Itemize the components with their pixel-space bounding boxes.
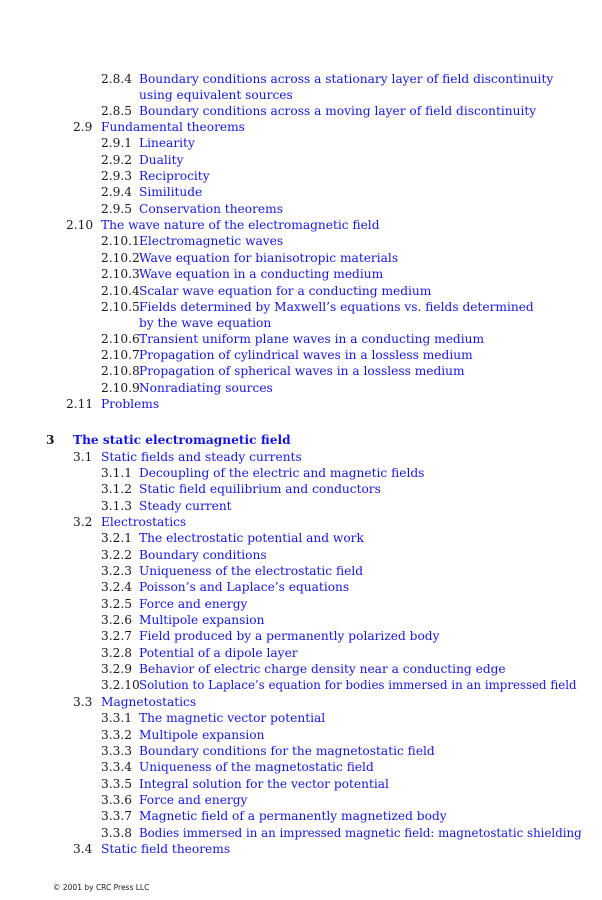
section-title-link[interactable]: Transient uniform plane waves in a conducting medium [139, 332, 485, 346]
toc-entry[interactable] [0, 825, 602, 841]
toc-entry[interactable] [0, 596, 602, 612]
toc-entry[interactable] [0, 776, 602, 792]
toc-entry[interactable] [0, 579, 602, 595]
section-title-link[interactable]: Fundamental theorems [101, 120, 245, 134]
section-title-link[interactable]: Static fields and steady currents [101, 450, 302, 464]
section-title-link[interactable]: Duality [139, 153, 184, 167]
section-number: 3.3.2 [101, 728, 133, 742]
toc-entry[interactable] [0, 283, 602, 299]
toc-entry[interactable] [0, 628, 602, 644]
section-number: 2.10.1 [101, 234, 140, 248]
section-number: 3.3.5 [101, 777, 133, 791]
section-number: 3.3.6 [101, 793, 133, 807]
toc-entry[interactable] [0, 841, 602, 857]
section-title-link[interactable]: Multipole expansion [139, 728, 265, 742]
section-title-link[interactable]: Decoupling of the electric and magnetic fields [139, 466, 425, 480]
toc-entry[interactable] [0, 201, 602, 217]
section-title-link[interactable]: Fields determined by Maxwell’s equations vs. fields determined by the wave equation [139, 300, 534, 331]
section-number: 3.3.3 [101, 744, 133, 758]
section-number: 2.8.5 [101, 104, 133, 118]
toc-entry[interactable] [0, 498, 602, 514]
section-number: 3.3 [73, 695, 93, 709]
toc-entry[interactable] [0, 363, 602, 379]
section-number: 3.3.1 [101, 711, 133, 725]
toc-entry[interactable] [0, 727, 602, 743]
section-title-link[interactable]: Solution to Laplace’s equation for bodies immersed in an impressed field [139, 678, 577, 692]
section-title-link[interactable]: Integral solution for the vector potential [139, 777, 389, 791]
toc-entry[interactable] [0, 152, 602, 168]
section-number: 2.9 [73, 120, 93, 134]
section-title-link[interactable]: Potential of a dipole layer [139, 646, 298, 660]
section-number: 3.3.7 [101, 809, 133, 823]
section-title-link[interactable]: Uniqueness of the electrostatic field [139, 564, 364, 578]
toc-entry[interactable] [0, 71, 602, 105]
toc-entry[interactable] [0, 184, 602, 200]
toc-entry[interactable] [0, 347, 602, 363]
section-title-link[interactable]: Multipole expansion [139, 613, 265, 627]
toc-entry[interactable] [0, 808, 602, 824]
section-title-link[interactable]: Steady current [139, 499, 232, 513]
toc-entry[interactable] [0, 299, 602, 333]
section-title-link[interactable]: Static field equilibrium and conductors [139, 482, 381, 496]
section-number: 2.10.4 [101, 284, 140, 298]
section-number: 3.2 [73, 515, 93, 529]
section-title-link[interactable]: Propagation of cylindrical waves in a lossless medium [139, 348, 473, 362]
section-title-link[interactable]: Behavior of electric charge density near a conducting edge [139, 662, 506, 676]
section-title-link[interactable]: Boundary conditions for the magnetostatic field [139, 744, 435, 758]
section-title-link[interactable]: The wave nature of the electromagnetic field [101, 218, 380, 232]
toc-entry[interactable] [0, 481, 602, 497]
toc-entry[interactable] [0, 465, 602, 481]
toc-entry[interactable] [0, 449, 602, 465]
chapter-number: 3 [46, 433, 55, 447]
toc-entry[interactable] [0, 331, 602, 347]
section-number: 2.9.4 [101, 185, 133, 199]
section-title-link[interactable]: Linearity [139, 136, 195, 150]
section-title-link[interactable]: Wave equation in a conducting medium [139, 267, 384, 281]
section-number: 2.9.5 [101, 202, 133, 216]
section-number: 3.2.8 [101, 646, 133, 660]
section-number: 2.9.2 [101, 153, 133, 167]
section-number: 2.10.8 [101, 364, 140, 378]
section-title-link[interactable]: Electromagnetic waves [139, 234, 284, 248]
section-title-link[interactable]: Poisson’s and Laplace’s equations [139, 580, 350, 594]
section-title-link[interactable]: Magnetic field of a permanently magnetized body [139, 809, 447, 823]
section-number: 3.1.1 [101, 466, 133, 480]
toc-entry[interactable] [0, 612, 602, 628]
section-number: 3.2.9 [101, 662, 133, 676]
toc-entry[interactable] [0, 233, 602, 249]
chapter-title-link[interactable]: The static electromagnetic field [73, 433, 291, 447]
toc-entry[interactable] [0, 677, 602, 693]
section-number: 3.2.3 [101, 564, 133, 578]
section-title-link[interactable]: Bodies immersed in an impressed magnetic field: magnetostatic shielding [139, 826, 582, 840]
toc-entry[interactable] [0, 250, 602, 266]
section-number: 3.2.5 [101, 597, 133, 611]
section-number: 3.1.2 [101, 482, 133, 496]
section-title-link[interactable]: Wave equation for bianisotropic materials [139, 251, 399, 265]
toc-entry[interactable] [0, 694, 602, 710]
section-number: 3.1.3 [101, 499, 133, 513]
toc-chapter-entry[interactable] [0, 432, 602, 448]
section-number: 2.10 [66, 218, 94, 232]
section-number: 2.11 [66, 397, 94, 411]
section-number: 2.9.3 [101, 169, 133, 183]
section-number: 3.4 [73, 842, 93, 856]
section-number: 2.10.9 [101, 381, 140, 395]
section-title-link[interactable]: Uniqueness of the magnetostatic field [139, 760, 374, 774]
section-number: 3.2.2 [101, 548, 133, 562]
toc-entry[interactable] [0, 514, 602, 530]
section-number: 3.2.1 [101, 531, 133, 545]
section-title-link[interactable]: The electrostatic potential and work [139, 531, 364, 545]
section-title-link[interactable]: Static field theorems [101, 842, 231, 856]
toc-entry[interactable] [0, 661, 602, 677]
section-title-link[interactable]: Force and energy [139, 793, 248, 807]
section-number: 2.10.3 [101, 267, 140, 281]
toc-entry[interactable] [0, 168, 602, 184]
toc-entry[interactable] [0, 563, 602, 579]
section-title-link[interactable]: Boundary conditions [139, 548, 267, 562]
section-number: 3.3.4 [101, 760, 133, 774]
toc-entry[interactable] [0, 396, 602, 412]
section-title-link[interactable]: Boundary conditions across a moving layer of field discontinuity [139, 104, 537, 118]
toc-entry[interactable] [0, 119, 602, 135]
section-number: 2.9.1 [101, 136, 133, 150]
section-number: 3.3.8 [101, 826, 133, 840]
section-title-link[interactable]: Electrostatics [101, 515, 187, 529]
section-number: 3.2.6 [101, 613, 133, 627]
toc-entry[interactable] [0, 759, 602, 775]
section-title-link[interactable]: Force and energy [139, 597, 248, 611]
section-number: 2.10.5 [101, 300, 140, 314]
toc-entry[interactable] [0, 792, 602, 808]
toc-entry[interactable] [0, 266, 602, 282]
toc-entry[interactable] [0, 547, 602, 563]
section-title-link[interactable]: Propagation of spherical waves in a lossless medium [139, 364, 465, 378]
section-title-link[interactable]: Conservation theorems [139, 202, 283, 216]
toc-entry[interactable] [0, 645, 602, 661]
toc-entry[interactable] [0, 135, 602, 151]
section-title-link[interactable]: Scalar wave equation for a conducting medium [139, 284, 432, 298]
section-title-link[interactable]: Problems [101, 397, 160, 411]
section-number: 3.2.10 [101, 678, 140, 692]
section-number: 2.10.7 [101, 348, 140, 362]
toc-entry[interactable] [0, 380, 602, 396]
toc-entry[interactable] [0, 710, 602, 726]
toc-entry[interactable] [0, 743, 602, 759]
toc-entry[interactable] [0, 530, 602, 546]
section-title-link[interactable]: Magnetostatics [101, 695, 197, 709]
toc-entry[interactable] [0, 217, 602, 233]
section-title-link[interactable]: Reciprocity [139, 169, 210, 183]
copyright-footer: © 2001 by CRC Press LLC [53, 883, 150, 892]
section-number: 3.2.4 [101, 580, 133, 594]
section-title-link[interactable]: Boundary conditions across a stationary layer of field discontinuity using equivalent sources [139, 72, 554, 103]
section-number: 2.8.4 [101, 72, 133, 86]
section-number: 3.1 [73, 450, 93, 464]
toc-entry[interactable] [0, 103, 602, 119]
section-title-link[interactable]: Similitude [139, 185, 203, 199]
section-number: 2.10.2 [101, 251, 140, 265]
section-title-link[interactable]: The magnetic vector potential [139, 711, 326, 725]
section-number: 3.2.7 [101, 629, 133, 643]
section-number: 2.10.6 [101, 332, 140, 346]
section-title-link[interactable]: Nonradiating sources [139, 381, 273, 395]
section-title-link[interactable]: Field produced by a permanently polarized body [139, 629, 440, 643]
